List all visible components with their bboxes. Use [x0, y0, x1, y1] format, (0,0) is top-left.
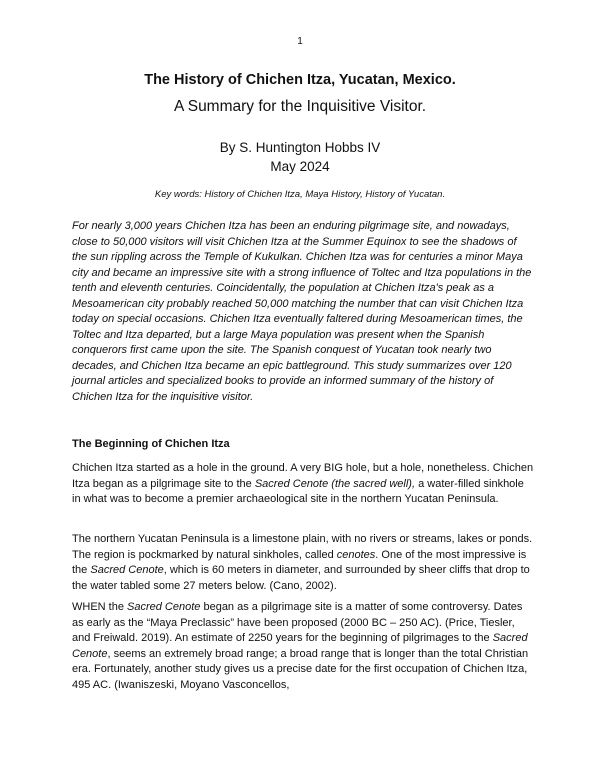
emphasis-run: Sacred Cenote: [90, 564, 164, 576]
document-title: The History of Chichen Itza, Yucatan, Mexico.: [144, 72, 456, 88]
text-run: a water-filled sinkhole in what was to become a premier archaeological site in the northern Yucatan Peninsula.: [72, 477, 524, 505]
body-paragraph-1: [72, 461, 534, 508]
document-subtitle: A Summary for the Inquisitive Visitor.: [173, 98, 427, 115]
text-run: . One of the most impressive is the: [72, 548, 527, 576]
section-heading: The Beginning of Chichen Itza: [72, 438, 230, 450]
publication-date: May 2024: [270, 159, 330, 174]
body-paragraph-3: [72, 600, 534, 693]
text-run: Chichen Itza started as a hole in the ground. A very BIG hole, but a hole, nonetheless. Chichen Itza began as a pilgrimage site to the: [72, 462, 534, 490]
author-block: [0, 138, 600, 176]
text-run: began as a pilgrimage site is a matter of some controversy. Dates as early as the “Maya Preclassic” have been proposed (2000 BC – 250 AC). (Price, Tiesler, and Freiwald. 2019). An estimate of 2250 years for the beginning of pilgrimages to the: [72, 601, 523, 644]
text-run: WHEN the: [72, 601, 128, 613]
text-run: , seems an extremely broad range; a broad range that is longer than the total Christian era. Fortunately, another study gives us a precise date for the first occupation of Chichen Itza, 495 AC. (Iwaniszeski, Moyano Vasconcellos,: [72, 647, 529, 691]
keywords: Key words: History of Chichen Itza, Maya History, History of Yucatan.: [154, 189, 446, 200]
emphasis-run: cenotes: [336, 548, 376, 561]
text-run: The northern Yucatan Peninsula is a limestone plain, with no rivers or streams, lakes or ponds. The region is pockmarked by natural sinkholes, called: [72, 533, 533, 561]
emphasis-run: Sacred Cenote: [127, 601, 201, 613]
abstract: For nearly 3,000 years Chichen Itza has been an enduring pilgrimage site, and nowadays, close to 50,000 visitors will visit Chichen Itza at the Summer Equinox to see the shadows of the sun rippling across the Temple of Kukulkan. Chichen Itza was for centuries a minor Maya city and became an impressive site with a strong influence of Toltec and Itza populations in the tenth and eleventh centuries. Coincidentally, the population at Chichen Itza's peak as a Mesoamerican city probably reached 50,000 matching the number that can visit Chichen Itza today on special occasions. Chichen Itza eventually faltered during Mesoamerican times, the Toltec and Itza departed, but a large Maya population was present when the Spanish conquerors first came upon the site. The Spanish conquest of Yucatan took nearly two decades, and Chichen Itza became an epic battleground. This study summarizes over 120 journal articles and specialized books to provide an informed summary of the history of Chichen Itza for the inquisitive visitor.: [72, 220, 532, 403]
page-number: 1: [297, 36, 303, 47]
emphasis-run: Sacred Cenote (the sacred well),: [254, 477, 416, 490]
emphasis-run: Sacred Cenote: [72, 632, 528, 660]
text-run: , which is 60 meters in diameter, and surrounded by sheer cliffs that drop to the water tabled some 27 meters below. (Cano, 2002).: [72, 564, 530, 592]
body-paragraph-2: [72, 532, 534, 594]
author-name: By S. Huntington Hobbs IV: [219, 140, 381, 155]
